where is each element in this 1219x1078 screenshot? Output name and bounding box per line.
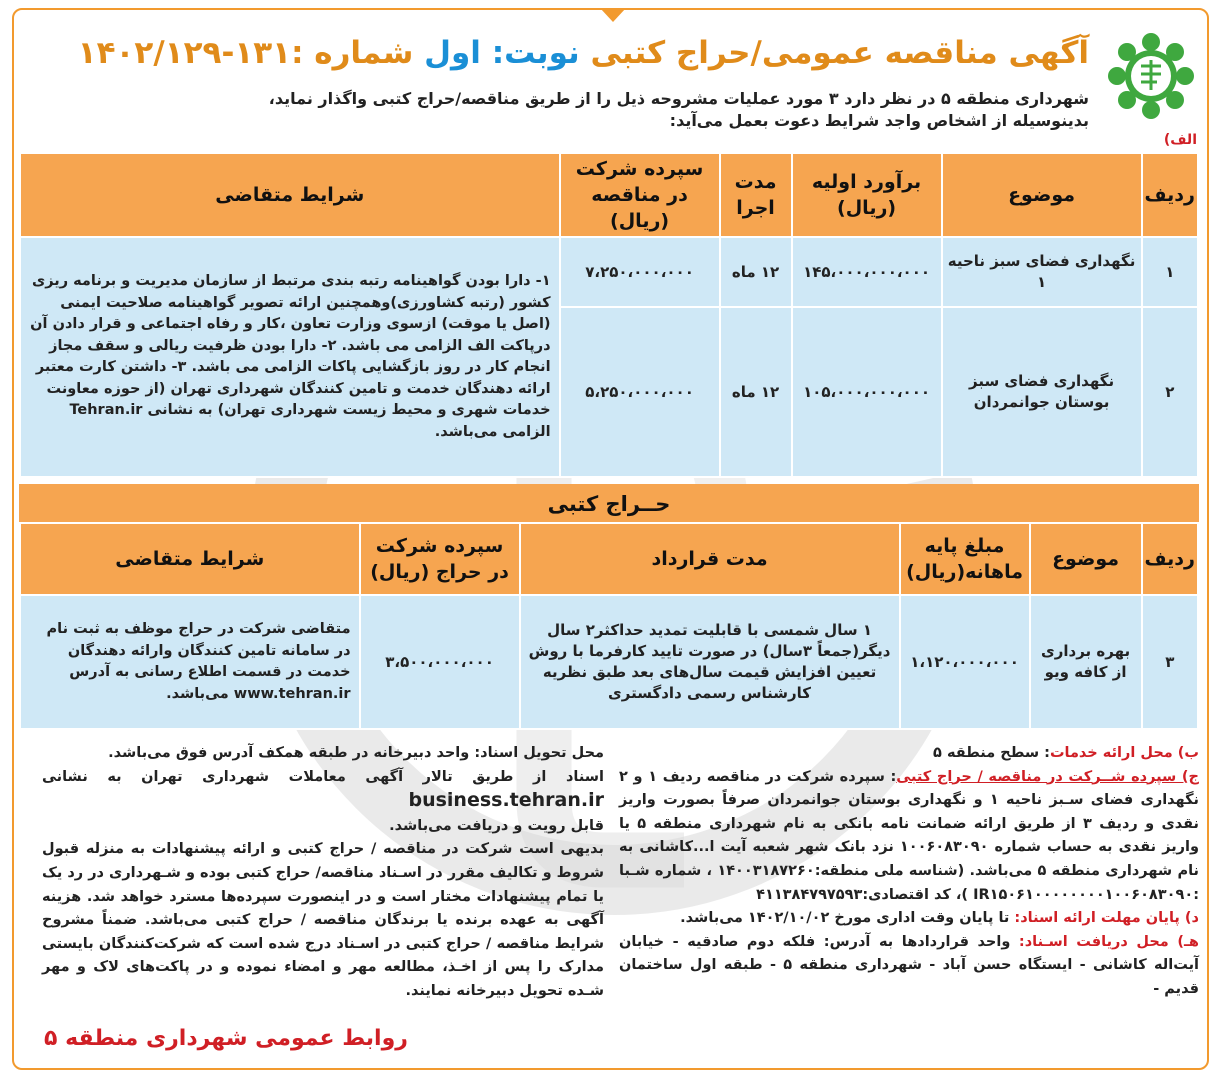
row-estimate: ۱۰۵،۰۰۰،۰۰۰،۰۰۰ xyxy=(792,307,942,477)
tender-conditions: ۱- دارا بودن گواهینامه رتبه بندی مرتبط از سازمان مدیریت و برنامه ریزی کشور (رتبه کشاورزی)وهمچنین ارائه تصویر گواهینامه صلاحیت ایمنی (اصل یا موقت) ازسوی وزارت تعاون ،کار و رفاه اجتماعی و قرار دادن آن درپاکت الف الزامی می باشد. ۲- دارا بودن ظرفیت ریالی و سقف مجاز انجام کار در روز بازگشایی پاکات الزامی می باشد. ۳- داشتن کارت معتبر ارائه دهندگان خدمت و تامین کنندگان شهرداری تهران (از حوزه معاونت خدمات شهری و محیط زیست شهرداری تهران) به نشانی Tehran.ir الزامی می‌باشد. xyxy=(20,237,560,477)
section-b-label: ب) محل ارائه خدمات xyxy=(1049,745,1199,761)
auction-header-conditions: شرایط متقاضی xyxy=(20,523,360,595)
table-row xyxy=(20,595,1198,729)
section-d-text: تا پایان وقت اداری مورخ ۱۴۰۲/۱۰/۰۲ می‌باشد. xyxy=(680,910,1010,927)
intro-line-2: بدینوسیله از اشخاص واجد شرایط دعوت بعمل می‌آید: xyxy=(669,111,1089,130)
tender-header-conditions: شرایط متقاضی xyxy=(20,153,560,237)
row-duration: ۱۲ ماه xyxy=(720,307,792,477)
docs-url-link[interactable]: business.tehran.ir xyxy=(408,789,604,812)
docs-text-1: اسناد از طریق تالار آگهی معاملات شهرداری تهران به نشانی xyxy=(42,768,604,785)
row-subject: نگهداری فضای سبز بوستان جوانمردان xyxy=(942,307,1142,477)
auction-row-conditions: متقاضی شرکت در حراج موظف به ثبت نام در سامانه تامین کنندگان وارائه دهندگان خدمت در قسمت اطلاع رسانی به آدرس www.tehran.ir می‌باشد. xyxy=(20,595,360,729)
advertisement-page xyxy=(12,8,1209,1070)
auction-table xyxy=(19,522,1199,730)
intro-line-1: شهرداری منطقه ۵ در نظر دارد ۳ مورد عملیات مشروحه ذیل را از طریق مناقصه/حراج کتبی واگذار نماید، xyxy=(268,89,1089,108)
delivery-text: : واحد دبیرخانه در طبقه همکف آدرس فوق می‌باشد. xyxy=(108,745,481,761)
tender-header-duration: مدت اجرا xyxy=(720,153,792,237)
body-text-2: ضمناً مشروح شرایط مناقصه / حراج کتبی در اسـناد درج شده است که شرکت‌کنندگان بایستی مدارک را پس از اخـذ، مطالعه مهر و امضاء نموده و در پاکت‌های لاک و مهر شـده تحویل دبیرخانه نمایند. xyxy=(42,912,604,999)
auction-header-row: ردیف xyxy=(1142,523,1198,595)
right-section xyxy=(619,742,1199,1002)
section-j-text: : سپرده شرکت در مناقصه ردیف ۱ و ۲ نگهداری فضای سـبز ناحیه ۱ و نگهداری بوستان جوانمردان صرفاً بصورت واریز نقدی و ردیف ۳ از طریق ارائه ضمانت نامه بانکی به نام شهرداری منطقه ۵ یا واریز نقدی به حساب شماره ۱۰۰۶۰۸۳۰۹۰ نزد بانک شهر شعبه آیت ا...کاشانی به نام شهرداری منطقه ۵ می‌باشد. (شناسه ملی منطقه:۱۴۰۰۳۱۸۷۲۶۰ ، شماره شـبا :IR۱۵۰۶۱۰۰۰۰۰۰۰۰۱۰۰۶۰۸۳۰۹۰ )، کد اقتصادی:۴۱۱۳۸۴۷۹۷۵۹۳ xyxy=(619,768,1200,903)
ad-title xyxy=(77,22,1089,84)
body-bold: هزینه آگهی به عهده برنده یا برندگان مناقصه / حراج کتبی می‌باشد. xyxy=(42,888,604,929)
tender-table xyxy=(19,152,1199,478)
tender-header-row: ردیف xyxy=(1142,153,1198,237)
row-estimate: ۱۴۵،۰۰۰،۰۰۰،۰۰۰ xyxy=(792,237,942,307)
tender-header-deposit: سپرده شرکت در مناقصه (ریال) xyxy=(560,153,720,237)
row-deposit: ۵،۲۵۰،۰۰۰،۰۰۰ xyxy=(560,307,720,477)
row-deposit: ۷،۲۵۰،۰۰۰،۰۰۰ xyxy=(560,237,720,307)
section-j-label: ج) سپرده شــرکت در مناقصه / حراج کتبی xyxy=(896,768,1200,785)
auction-row-subject: بهره برداری از کافه ویو xyxy=(1030,595,1142,729)
auction-header-subject: موضوع xyxy=(1030,523,1142,595)
row-number: ۱ xyxy=(1142,237,1198,307)
auction-row-duration: ۱ سال شمسی با قابلیت تمدید حداکثر۲ سال دیگر(جمعاً ۳سال) در صورت تایید کارفرما با روش تعیین افزایش قیمت سال‌های بعد طبق نظریه کارشناس رسمی دادگستری xyxy=(520,595,900,729)
row-subject: نگهداری فضای سبز ناحیه ۱ xyxy=(942,237,1142,307)
title-main: آگهی مناقصه عمومی/حراج کتبی xyxy=(590,35,1089,71)
auction-row-base: ۱،۱۲۰،۰۰۰،۰۰۰ xyxy=(900,595,1030,729)
footer-signature: روابط عمومی شهرداری منطقه ۵ xyxy=(44,1026,408,1051)
body-text-1: بدیهی است شرکت در مناقصه / حراج کتبی و ارائه پیشنهادات به منزله قبول شروط و تکالیف مقرر در اسـناد مناقصه/ حراج کتبی بوده و شـهرداری در رد یک یا تمام پیشنهادات مختار است و در اینصورت سپرده‌ها مسترد خواهد شد. xyxy=(42,841,604,905)
auction-header-deposit: سپرده شرکت در حراج (ریال) xyxy=(360,523,520,595)
delivery-label: محل تحویل اسناد xyxy=(480,745,604,761)
tehran-municipality-logo-icon xyxy=(1107,30,1195,122)
auction-row-number: ۳ xyxy=(1142,595,1198,729)
auction-row-deposit: ۳،۵۰۰،۰۰۰،۰۰۰ xyxy=(360,595,520,729)
section-alef-label: الف) xyxy=(1163,132,1197,148)
title-round: نوبت: اول xyxy=(424,35,580,71)
auction-header-duration: مدت قرارداد xyxy=(520,523,900,595)
auction-header-base: مبلغ پایه ماهانه(ریال) xyxy=(900,523,1030,595)
tender-header-estimate: برآورد اولیه (ریال) xyxy=(792,153,942,237)
row-duration: ۱۲ ماه xyxy=(720,237,792,307)
section-d-label: د) پایان مهلت ارائه اسناد: xyxy=(1014,910,1199,927)
row-number: ۲ xyxy=(1142,307,1198,477)
section-h-label: هـ) محل دریافت اسـناد: xyxy=(1018,933,1199,950)
intro-text xyxy=(129,88,1089,132)
section-h-text: واحد قراردادها به آدرس: فلکه دوم صادقیه - خیابان آیت‌اله کاشانی - ایستگاه حسن آباد - شهرداری منطقه ۵ - طبقه اول ساختمان قدیم - xyxy=(619,933,1199,997)
docs-text-2: قابل رویت و دریافت می‌باشد. xyxy=(389,817,604,834)
section-b-text: : سطح منطقه ۵ xyxy=(933,745,1050,761)
title-number: شماره :۱۳۱-۱۴۰۲/۱۲۹ xyxy=(77,35,414,71)
left-section xyxy=(42,742,604,1004)
tender-header-subject: موضوع xyxy=(942,153,1142,237)
auction-title: حــراج کتبی xyxy=(19,484,1199,524)
table-row xyxy=(20,237,1198,307)
